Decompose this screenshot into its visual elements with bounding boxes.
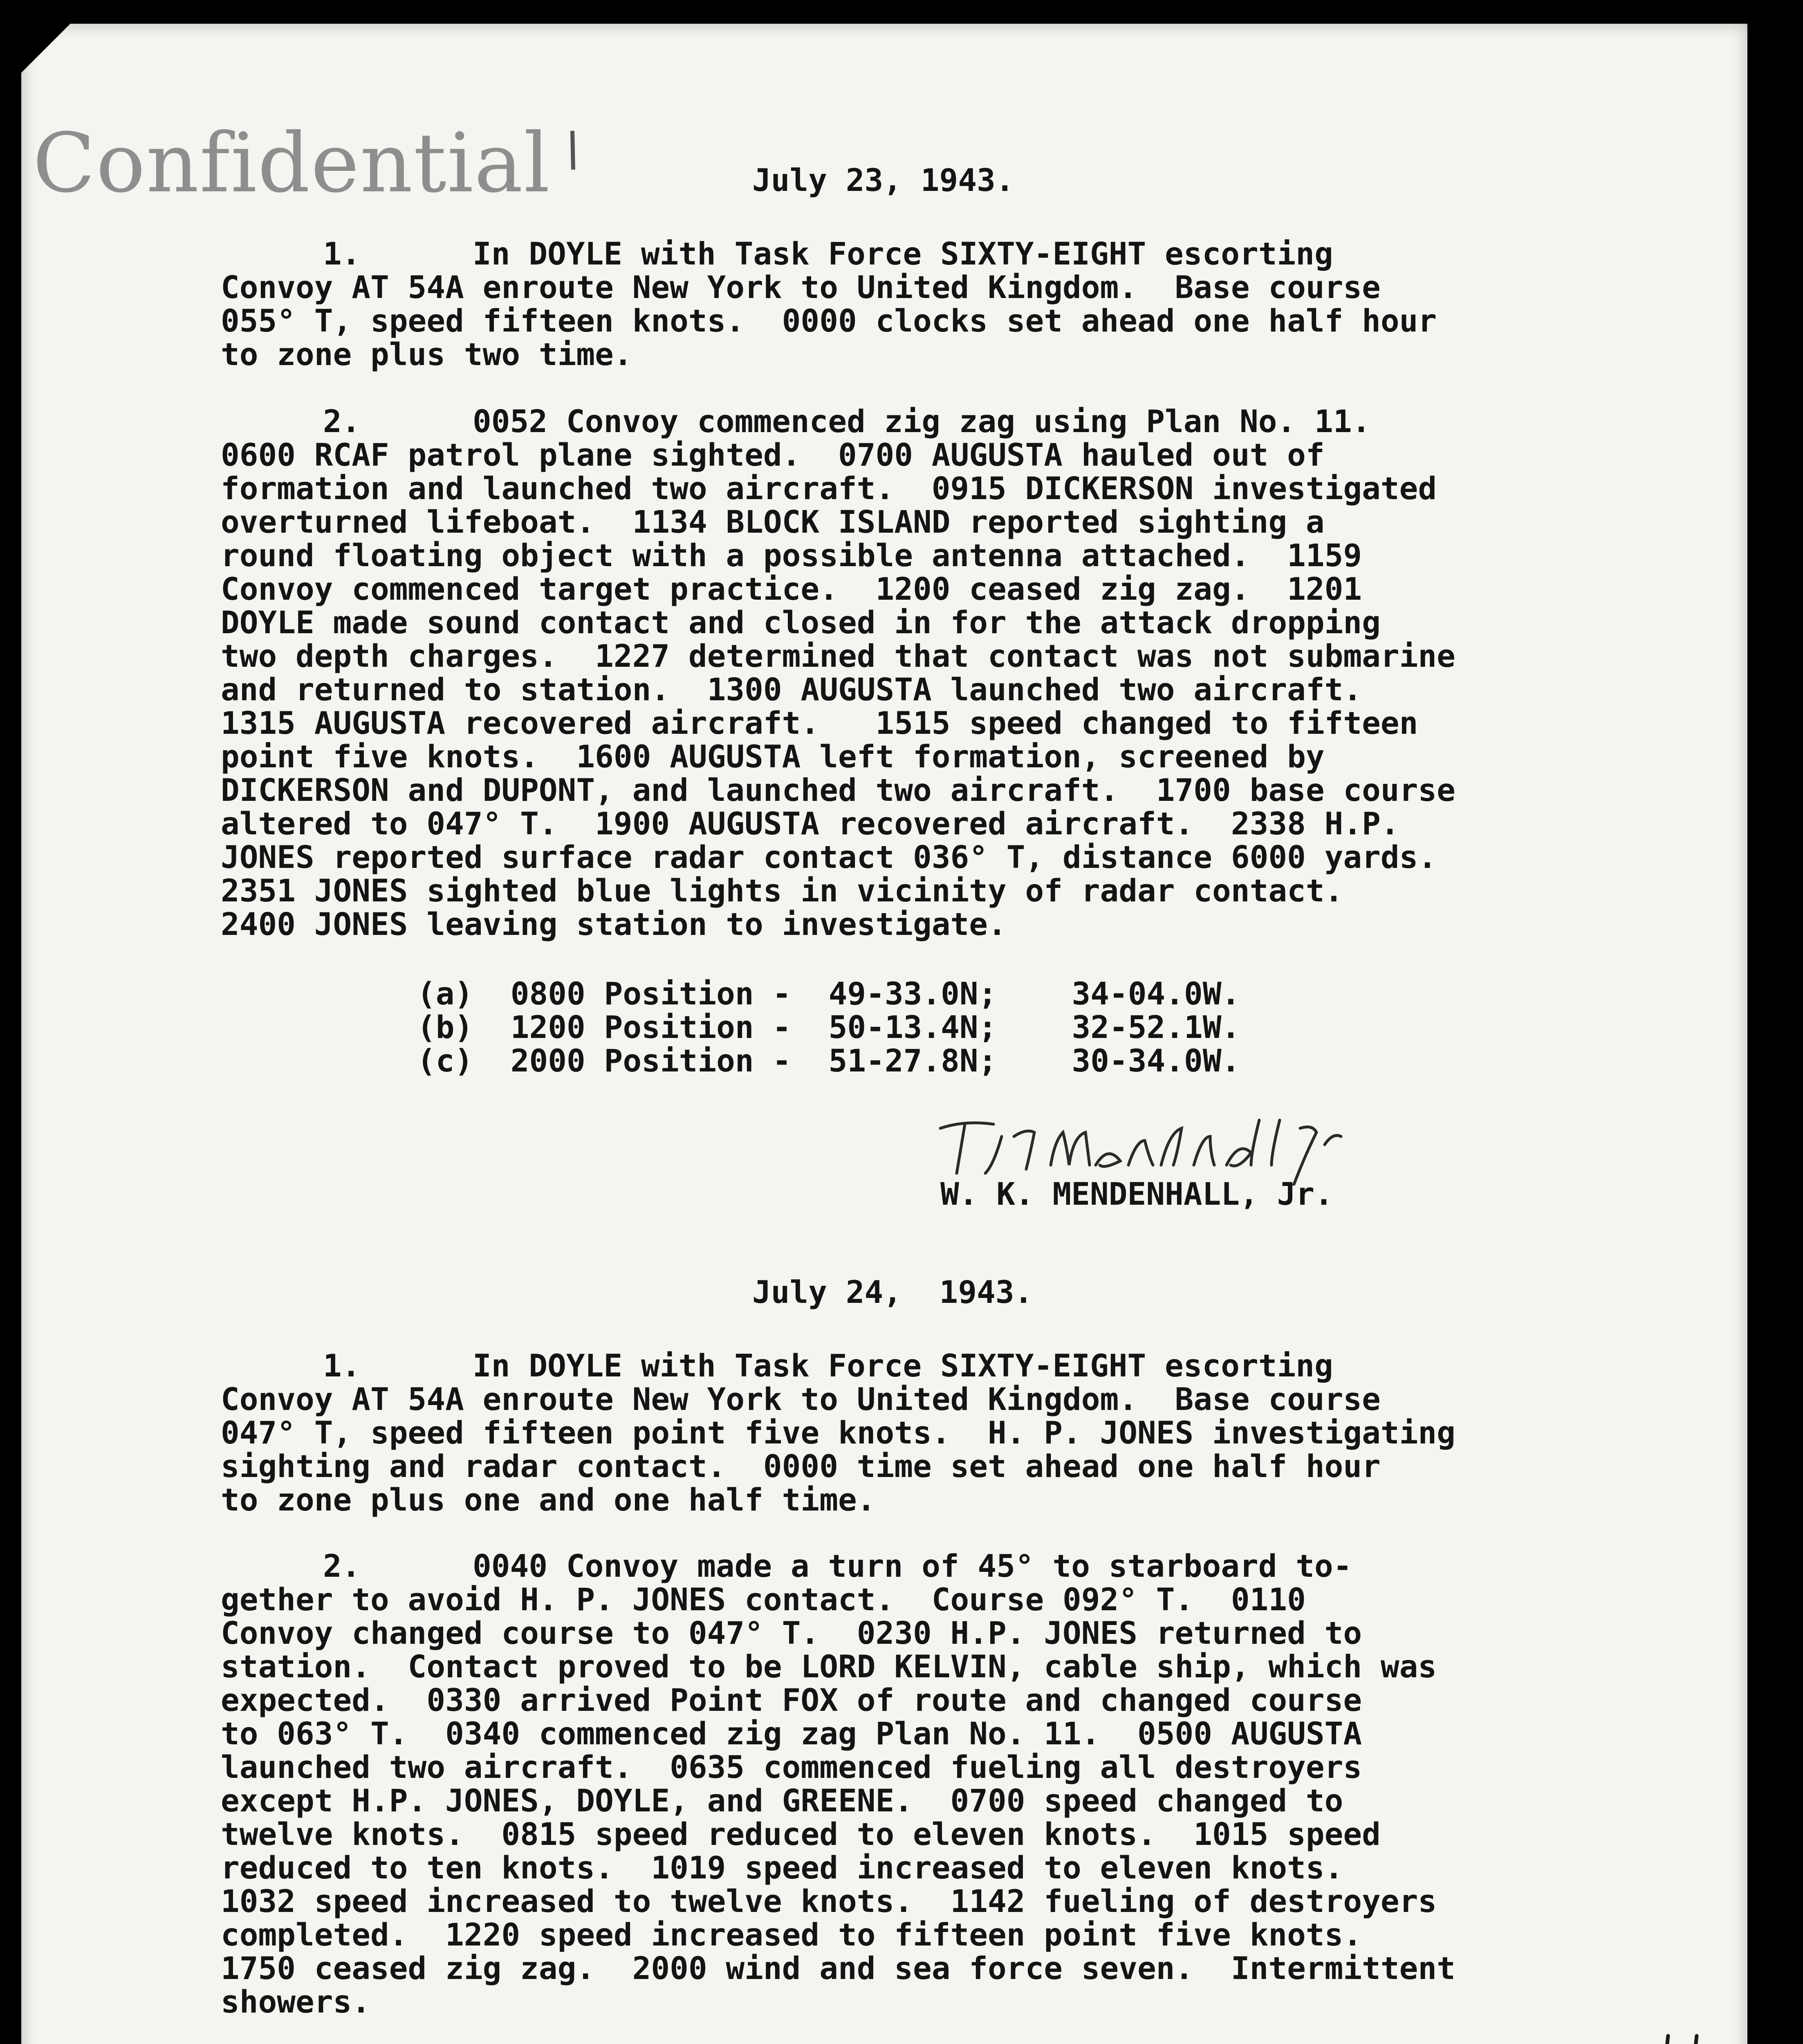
text-line: formation and launched two aircraft. 0915 DICKERSON investigated (221, 470, 1437, 507)
text-line: Convoy AT 54A enroute New York to United Kingdom. Base course (221, 269, 1381, 305)
text-line: 2400 JONES leaving station to investigate. (221, 906, 1007, 942)
text-line: 047° T, speed fifteen point five knots. H. P. JONES investigating (221, 1414, 1455, 1451)
text-line: 2. 0052 Convoy commenced zig zag using Plan No. 11. (323, 403, 1371, 439)
text-line: 2. 0040 Convoy made a turn of 45° to starboard to- (323, 1548, 1352, 1584)
text-line: 1. In DOYLE with Task Force SIXTY-EIGHT escorting (323, 1347, 1333, 1384)
text-line: to zone plus one and one half time. (221, 1481, 876, 1518)
text-line: DOYLE made sound contact and closed in for the attack dropping (221, 604, 1381, 641)
text-line: twelve knots. 0815 speed reduced to eleven knots. 1015 speed (221, 1816, 1381, 1852)
text-line: Convoy AT 54A enroute New York to United Kingdom. Base course (221, 1381, 1381, 1417)
text-line: launched two aircraft. 0635 commenced fueling all destroyers (221, 1749, 1362, 1785)
text-line: altered to 047° T. 1900 AUGUSTA recovered aircraft. 2338 H.P. (221, 805, 1399, 842)
confidential-stamp: Confidential (33, 116, 551, 211)
text-line: DICKERSON and DUPONT, and launched two aircraft. 1700 base course (221, 772, 1455, 808)
text-line: Convoy commenced target practice. 1200 ceased zig zag. 1201 (221, 571, 1362, 607)
entry-date: July 23, 1943. (752, 162, 1014, 198)
text-line: JONES reported surface radar contact 036° T, distance 6000 yards. (221, 839, 1437, 875)
text-line: overturned lifeboat. 1134 BLOCK ISLAND reported sighting a (221, 504, 1325, 540)
text-line: 055° T, speed fifteen knots. 0000 clocks set ahead one half hour (221, 303, 1437, 339)
text-line: sighting and radar contact. 0000 time set ahead one half hour (221, 1448, 1381, 1484)
scan-border (1747, 0, 1803, 2044)
text-line: point five knots. 1600 AUGUSTA left formation, screened by (221, 738, 1325, 775)
text-line: completed. 1220 speed increased to fifteen point five knots. (221, 1916, 1362, 1953)
position-line: (c) 2000 Position - 51-27.8N; 30-34.0W. (417, 1042, 1240, 1079)
text-line: two depth charges. 1227 determined that contact was not submarine (221, 638, 1455, 674)
text-line: 1750 ceased zig zag. 2000 wind and sea force seven. Intermittent (221, 1950, 1455, 1986)
text-line: Convoy changed course to 047° T. 0230 H.P. JONES returned to (221, 1615, 1362, 1651)
handwritten-page-mark (1644, 2028, 1725, 2044)
text-line: station. Contact proved to be LORD KELVIN, cable ship, which was (221, 1648, 1437, 1685)
text-line: showers. (221, 1983, 371, 2020)
signature-name: W. K. MENDENHALL, Jr. (940, 1176, 1333, 1212)
text-line: 0600 RCAF patrol plane sighted. 0700 AUGUSTA hauled out of (221, 437, 1325, 473)
text-line: except H.P. JONES, DOYLE, and GREENE. 0700 speed changed to (221, 1782, 1343, 1819)
text-line: reduced to ten knots. 1019 speed increased to eleven knots. (221, 1849, 1343, 1886)
position-line: (b) 1200 Position - 50-13.4N; 32-52.1W. (417, 1009, 1240, 1045)
handwritten-signature (932, 1104, 1382, 1186)
text-line: gether to avoid H. P. JONES contact. Course 092° T. 0110 (221, 1581, 1306, 1618)
entry-date: July 24, 1943. (752, 1274, 1033, 1310)
text-line: to 063° T. 0340 commenced zig zag Plan No. 11. 0500 AUGUSTA (221, 1715, 1362, 1752)
position-line: (a) 0800 Position - 49-33.0N; 34-04.0W. (417, 975, 1240, 1012)
text-line: 1315 AUGUSTA recovered aircraft. 1515 speed changed to fifteen (221, 705, 1418, 741)
text-line: 2351 JONES sighted blue lights in vicinity of radar contact. (221, 872, 1343, 909)
text-line: to zone plus two time. (221, 336, 632, 372)
text-line: and returned to station. 1300 AUGUSTA launched two aircraft. (221, 671, 1362, 708)
hole-punch-mark (564, 129, 581, 174)
text-line: 1032 speed increased to twelve knots. 1142 fueling of destroyers (221, 1883, 1437, 1919)
text-line: round floating object with a possible antenna attached. 1159 (221, 537, 1362, 574)
corner-fold (21, 24, 70, 73)
text-line: expected. 0330 arrived Point FOX of route and changed course (221, 1682, 1362, 1718)
text-line: 1. In DOYLE with Task Force SIXTY-EIGHT escorting (323, 235, 1333, 272)
